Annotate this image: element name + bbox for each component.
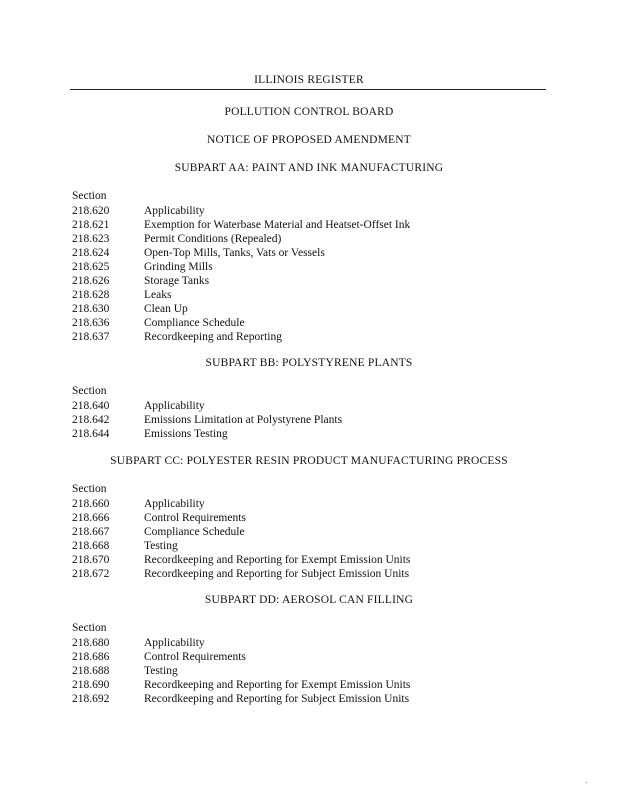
section-label: Section	[72, 622, 107, 634]
subpart-bb-heading: SUBPART BB: POLYSTYRENE PLANTS	[205, 357, 413, 369]
section-label: Section	[72, 483, 107, 495]
section-title: Testing	[144, 665, 178, 677]
section-title: Applicability	[144, 400, 205, 412]
section-number: 218.690	[72, 679, 110, 691]
subpart-aa-heading: SUBPART AA: PAINT AND INK MANUFACTURING	[174, 162, 444, 174]
section-title: Emissions Testing	[144, 428, 228, 440]
section-title: Permit Conditions (Repealed)	[144, 233, 282, 245]
section-number: 218.642	[72, 414, 110, 426]
section-title: Control Requirements	[144, 651, 246, 663]
subpart-cc-heading: SUBPART CC: POLYESTER RESIN PRODUCT MANUFACTURING PROCESS	[110, 455, 508, 467]
board-name: POLLUTION CONTROL BOARD	[224, 106, 394, 118]
section-number: 218.630	[72, 303, 110, 315]
section-number: 218.668	[72, 540, 110, 552]
section-number: 218.686	[72, 651, 110, 663]
section-title: Applicability	[144, 637, 205, 649]
section-number: 218.637	[72, 331, 110, 343]
section-number: 218.667	[72, 526, 110, 538]
section-number: 218.625	[72, 261, 110, 273]
section-title: Recordkeeping and Reporting for Subject Emission Units	[144, 568, 410, 580]
section-label: Section	[72, 385, 107, 397]
section-number: 218.626	[72, 275, 110, 287]
subpart-dd-heading: SUBPART DD: AEROSOL CAN FILLING	[204, 594, 414, 606]
section-number: 218.636	[72, 317, 110, 329]
section-number: 218.623	[72, 233, 110, 245]
section-number: 218.670	[72, 554, 110, 566]
section-title: Compliance Schedule	[144, 317, 245, 329]
section-title: Recordkeeping and Reporting for Exempt Emission Units	[144, 679, 411, 691]
section-title: Testing	[144, 540, 178, 552]
section-title: Clean Up	[144, 303, 188, 315]
section-title: Recordkeeping and Reporting for Exempt Emission Units	[144, 554, 411, 566]
section-title: Open-Top Mills, Tanks, Vats or Vessels	[144, 247, 325, 259]
section-number: 218.688	[72, 665, 110, 677]
section-number: 218.672	[72, 568, 110, 580]
section-number: 218.680	[72, 637, 110, 649]
section-title: Storage Tanks	[144, 275, 210, 287]
notice-title: NOTICE OF PROPOSED AMENDMENT	[207, 134, 411, 146]
page-title: ILLINOIS REGISTER	[254, 74, 364, 86]
section-number: 218.620	[72, 205, 110, 217]
section-number: 218.660	[72, 498, 110, 510]
section-number: 218.666	[72, 512, 110, 524]
section-title: Applicability	[144, 498, 205, 510]
section-title: Grinding Mills	[144, 261, 213, 273]
scan-artifact	[586, 782, 587, 783]
section-number: 218.628	[72, 289, 110, 301]
section-number: 218.644	[72, 428, 110, 440]
section-number: 218.621	[72, 219, 110, 231]
header-rule	[70, 89, 546, 90]
section-title: Leaks	[144, 289, 172, 301]
section-title: Control Requirements	[144, 512, 246, 524]
section-label: Section	[72, 190, 107, 202]
section-title: Applicability	[144, 205, 205, 217]
section-title: Exemption for Waterbase Material and Heatset-Offset Ink	[144, 219, 411, 231]
section-title: Recordkeeping and Reporting for Subject Emission Units	[144, 693, 410, 705]
section-title: Recordkeeping and Reporting	[144, 331, 282, 343]
section-number: 218.624	[72, 247, 110, 259]
section-title: Emissions Limitation at Polystyrene Plants	[144, 414, 343, 426]
section-number: 218.640	[72, 400, 110, 412]
section-title: Compliance Schedule	[144, 526, 245, 538]
section-number: 218.692	[72, 693, 110, 705]
